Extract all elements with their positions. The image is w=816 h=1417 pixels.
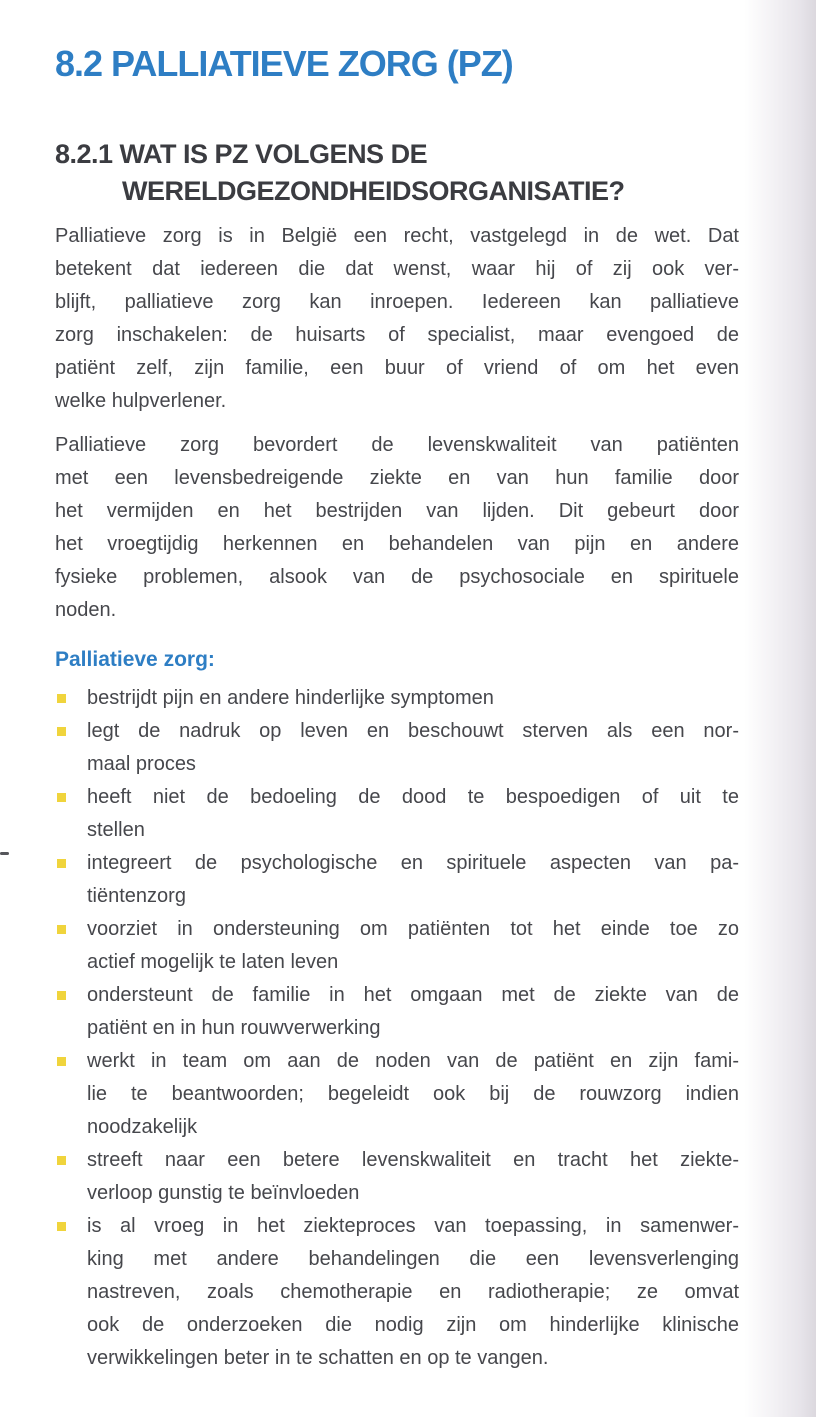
paragraph-line: betekent dat iedereen die dat wenst, waar hij of zij ook ver- [55,258,739,280]
bullet-item [55,1045,739,1144]
body-paragraph [55,429,739,627]
bullet-square-icon [57,1222,66,1231]
bullet-line: verwikkelingen beter in te schatten en op te vangen. [87,1347,549,1369]
subheading-line-1: 8.2.1 WAT IS PZ VOLGENS DE [55,139,428,169]
bullet-item [55,913,739,979]
bullet-line: streeft naar een betere levenskwaliteit en tracht het ziekte- [87,1149,739,1171]
chapter-heading: 8.2 PALLIATIEVE ZORG (PZ) [55,43,513,84]
bullet-line: actief mogelijk te laten leven [87,951,339,973]
paragraph-line: zorg inschakelen: de huisarts of specialist, maar evengoed de [55,324,739,346]
bullet-square-icon [57,793,66,802]
bullet-item [55,1144,739,1210]
paragraph-line: Palliatieve zorg bevordert de levenskwaliteit van patiënten [55,434,739,456]
bullet-line: nastreven, zoals chemotherapie en radiotherapie; ze omvat [87,1281,739,1303]
bullet-square-icon [57,991,66,1000]
paragraph-line: met een levensbedreigende ziekte en van hun familie door [55,467,739,489]
bullet-square-icon [57,727,66,736]
bullet-line: king met andere behandelingen die een levensverlenging [87,1248,739,1270]
paragraph-line: noden. [55,599,117,621]
paragraph-line: fysieke problemen, alsook van de psychosociale en spirituele [55,566,739,588]
bullet-item [55,682,739,715]
bullet-line: maal proces [87,753,196,775]
paragraph-line: het vroegtijdig herkennen en behandelen van pijn en andere [55,533,739,555]
bullet-line: voorziet in ondersteuning om patiënten tot het einde toe zo [87,918,739,940]
bullet-line: stellen [87,819,145,841]
bullet-line: verloop gunstig te beïnvloeden [87,1182,360,1204]
bullet-line: integreert de psychologische en spirituele aspecten van pa- [87,852,739,874]
section-subheading [55,136,739,210]
page-content [55,0,739,1375]
bullet-line: patiënt en in hun rouwverwerking [87,1017,381,1039]
bullet-list-label: Palliatieve zorg: [55,648,215,671]
paragraph-line: patiënt zelf, zijn familie, een buur of vriend of om het even [55,357,739,379]
body-paragraph [55,220,739,418]
bullet-square-icon [57,859,66,868]
bullet-line: is al vroeg in het ziekteproces van toepassing, in samenwer- [87,1215,739,1237]
bullet-line: legt de nadruk op leven en beschouwt sterven als een nor- [87,720,739,742]
paragraph-line: Palliatieve zorg is in België een recht, vastgelegd in de wet. Dat [55,225,739,247]
bullet-item [55,979,739,1045]
page-edge-shadow [744,0,816,1417]
bullet-line: lie te beantwoorden; begeleidt ook bij de rouwzorg indien [87,1083,739,1105]
bullet-list [55,682,739,1375]
paragraph-line: welke hulpverlener. [55,390,227,412]
bullet-line: bestrijdt pijn en andere hinderlijke symptomen [87,687,494,709]
bullet-item [55,715,739,781]
paragraph-line: het vermijden en het bestrijden van lijden. Dit gebeurt door [55,500,739,522]
bullet-square-icon [57,1057,66,1066]
bullet-square-icon [57,694,66,703]
bullet-line: heeft niet de bedoeling de dood te bespoedigen of uit te [87,786,739,808]
body-paragraphs [55,220,739,627]
bullet-line: ondersteunt de familie in het omgaan met de ziekte van de [87,984,739,1006]
bullet-line: tiëntenzorg [87,885,186,907]
bullet-square-icon [57,925,66,934]
scan-margin-mark [0,852,9,855]
bullet-item [55,781,739,847]
bullet-item [55,847,739,913]
subheading-line-2: WERELDGEZONDHEIDSORGANISATIE? [122,176,625,206]
bullet-line: noodzakelijk [87,1116,198,1138]
bullet-line: ook de onderzoeken die nodig zijn om hinderlijke klinische [87,1314,739,1336]
bullet-line: werkt in team om aan de noden van de patiënt en zijn fami- [87,1050,739,1072]
bullet-item [55,1210,739,1375]
paragraph-line: blijft, palliatieve zorg kan inroepen. Iedereen kan palliatieve [55,291,739,313]
bullet-square-icon [57,1156,66,1165]
